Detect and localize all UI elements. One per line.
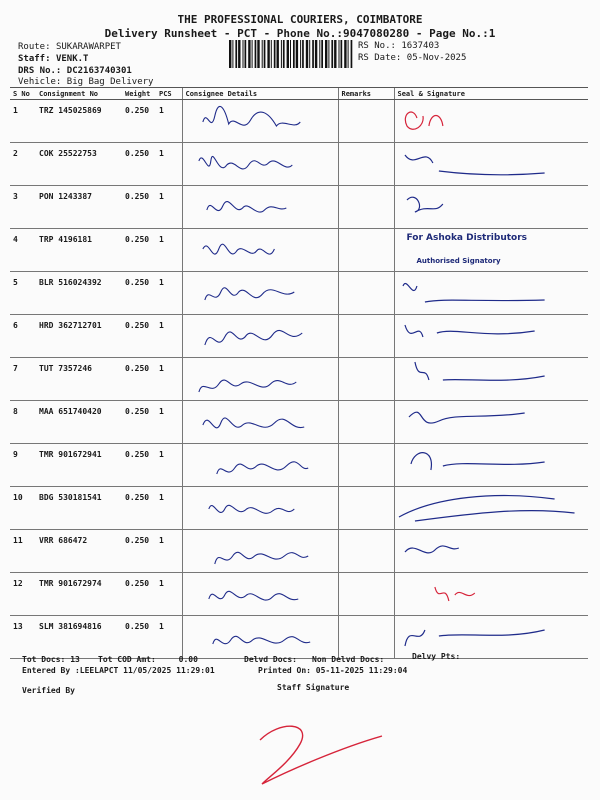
row-seal-signature	[394, 573, 588, 616]
row-consignment-no: TUT 7357246	[36, 358, 122, 401]
row-weight: 0.250	[122, 143, 156, 186]
row-weight: 0.250	[122, 530, 156, 573]
row-seal-signature	[394, 100, 588, 143]
tot-docs-value: 13	[70, 655, 80, 664]
rs-no-label: RS No.:	[358, 41, 396, 51]
route-line	[18, 42, 121, 52]
printed-on: Printed On: 05-11-2025 11:29:04	[258, 666, 408, 675]
table-row	[10, 530, 588, 573]
table-row	[10, 358, 588, 401]
row-remarks	[338, 143, 394, 186]
col-pcs: PCS	[156, 88, 182, 100]
staff-signature-label: Staff Signature	[277, 683, 350, 692]
row-consignee-signature	[182, 573, 338, 616]
row-seal-signature	[394, 272, 588, 315]
row-consignment-no: VRR 686472	[36, 530, 122, 573]
barcode	[229, 40, 355, 68]
runsheet-subtitle: Delivery Runsheet - PCT - Phone No.:9047080280 - Page No.:1	[104, 27, 496, 40]
table-row	[10, 487, 588, 530]
table-row	[10, 401, 588, 444]
tot-cod-value: 0.00	[178, 655, 198, 664]
verifier-signature	[250, 718, 390, 798]
col-sno: S No	[10, 88, 36, 100]
vehicle-value: Big Bag Delivery	[66, 77, 154, 87]
row-consignment-no: COK 25522753	[36, 143, 122, 186]
row-pcs: 1	[156, 315, 182, 358]
row-sno: 2	[10, 143, 36, 186]
row-consignee-signature	[182, 401, 338, 444]
table-row	[10, 315, 588, 358]
route-label: Route:	[18, 42, 51, 52]
row-consignment-no: MAA 651740420	[36, 401, 122, 444]
row-consignment-no: BLR 516024392	[36, 272, 122, 315]
row-pcs: 1	[156, 616, 182, 659]
row-consignment-no: BDG 530181541	[36, 487, 122, 530]
row-sno: 12	[10, 573, 36, 616]
row-pcs: 1	[156, 573, 182, 616]
rs-no-line	[358, 41, 439, 51]
row-consignment-no: TRZ 145025869	[36, 100, 122, 143]
row-weight: 0.250	[122, 487, 156, 530]
row-pcs: 1	[156, 530, 182, 573]
tot-docs-label: Tot Docs:	[22, 655, 66, 664]
row-sno: 11	[10, 530, 36, 573]
row-seal-signature	[394, 487, 588, 530]
row-remarks	[338, 616, 394, 659]
row-consignee-signature	[182, 487, 338, 530]
row-consignee-signature	[182, 444, 338, 487]
table-header-row	[10, 88, 588, 100]
row-seal-signature	[394, 401, 588, 444]
row-sno: 5	[10, 272, 36, 315]
row-remarks	[338, 444, 394, 487]
row-pcs: 1	[156, 358, 182, 401]
drs-line	[18, 66, 132, 76]
row-consignment-no: HRD 362712701	[36, 315, 122, 358]
row-pcs: 1	[156, 229, 182, 272]
row-sno: 10	[10, 487, 36, 530]
delvy-pts-label: Delvy Pts:	[412, 652, 461, 661]
rs-date-label: RS Date:	[358, 53, 402, 63]
row-sno: 6	[10, 315, 36, 358]
staff-line	[18, 54, 88, 64]
row-seal-signature	[394, 444, 588, 487]
row-consignment-no: TRP 4196181	[36, 229, 122, 272]
row-remarks	[338, 100, 394, 143]
row-consignment-no: TMR 901672941	[36, 444, 122, 487]
row-consignment-no: PON 1243387	[36, 186, 122, 229]
staff-value: VENK.T	[55, 54, 89, 64]
row-consignee-signature	[182, 100, 338, 143]
col-consignee: Consignee Details	[182, 88, 338, 100]
row-pcs: 1	[156, 272, 182, 315]
col-consignment: Consignment No	[36, 88, 122, 100]
row-sno: 13	[10, 616, 36, 659]
verified-by: Verified By	[22, 686, 75, 695]
row-consignee-signature	[182, 358, 338, 401]
non-delvd-docs-label: Non Delvd Docs:	[312, 655, 385, 664]
tot-cod	[98, 655, 198, 664]
row-sno: 8	[10, 401, 36, 444]
drs-value: DC2163740301	[66, 66, 132, 76]
row-remarks	[338, 272, 394, 315]
staff-label: Staff:	[18, 54, 51, 64]
row-weight: 0.250	[122, 315, 156, 358]
vehicle-label: Vehicle:	[18, 77, 62, 87]
col-seal: Seal & Signature	[394, 88, 588, 100]
table-row	[10, 272, 588, 315]
row-seal-signature	[394, 229, 588, 272]
vehicle-line	[18, 77, 153, 87]
row-pcs: 1	[156, 100, 182, 143]
row-pcs: 1	[156, 143, 182, 186]
rs-date-value: 05-Nov-2025	[406, 53, 467, 63]
row-pcs: 1	[156, 401, 182, 444]
row-remarks	[338, 401, 394, 444]
row-weight: 0.250	[122, 229, 156, 272]
col-remarks: Remarks	[338, 88, 394, 100]
company-stamp-authorised: Authorised Signatory	[416, 257, 501, 265]
entered-by: Entered By :LEELAPCT 11/05/2025 11:29:01	[22, 666, 215, 675]
col-weight: Weight	[122, 88, 156, 100]
table-row	[10, 573, 588, 616]
runsheet-table	[10, 87, 588, 659]
drs-label: DRS No.:	[18, 66, 62, 76]
row-remarks	[338, 573, 394, 616]
tot-cod-label: Tot COD Amt:	[98, 655, 156, 664]
row-seal-signature	[394, 358, 588, 401]
table-row	[10, 186, 588, 229]
row-consignment-no: TMR 901672974	[36, 573, 122, 616]
row-remarks	[338, 315, 394, 358]
row-seal-signature	[394, 186, 588, 229]
row-sno: 7	[10, 358, 36, 401]
table-row	[10, 229, 588, 272]
delvd-docs-label: Delvd Docs:	[244, 655, 297, 664]
row-consignee-signature	[182, 272, 338, 315]
row-seal-signature	[394, 315, 588, 358]
row-remarks	[338, 186, 394, 229]
row-seal-signature	[394, 530, 588, 573]
row-remarks	[338, 358, 394, 401]
table-row	[10, 444, 588, 487]
row-consignee-signature	[182, 616, 338, 659]
row-remarks	[338, 530, 394, 573]
company-name: THE PROFESSIONAL COURIERS, COIMBATORE	[177, 13, 423, 26]
route-value: SUKARAWARPET	[55, 42, 121, 52]
row-weight: 0.250	[122, 573, 156, 616]
row-pcs: 1	[156, 487, 182, 530]
row-consignee-signature	[182, 315, 338, 358]
row-consignment-no: SLM 381694816	[36, 616, 122, 659]
rs-no-value: 1637403	[401, 41, 440, 51]
table-row	[10, 100, 588, 143]
table-row	[10, 143, 588, 186]
row-weight: 0.250	[122, 100, 156, 143]
row-weight: 0.250	[122, 616, 156, 659]
row-consignee-signature	[182, 186, 338, 229]
row-sno: 9	[10, 444, 36, 487]
row-consignee-signature	[182, 143, 338, 186]
row-remarks	[338, 229, 394, 272]
row-weight: 0.250	[122, 186, 156, 229]
row-weight: 0.250	[122, 401, 156, 444]
tot-docs	[22, 655, 80, 664]
rs-date-line	[358, 53, 466, 63]
row-sno: 1	[10, 100, 36, 143]
company-stamp-name: For Ashoka Distributors	[406, 233, 528, 243]
row-weight: 0.250	[122, 444, 156, 487]
row-consignee-signature	[182, 530, 338, 573]
row-remarks	[338, 487, 394, 530]
row-weight: 0.250	[122, 358, 156, 401]
row-sno: 4	[10, 229, 36, 272]
row-weight: 0.250	[122, 272, 156, 315]
table-row	[10, 616, 588, 659]
row-consignee-signature	[182, 229, 338, 272]
row-sno: 3	[10, 186, 36, 229]
row-seal-signature	[394, 143, 588, 186]
row-pcs: 1	[156, 444, 182, 487]
row-pcs: 1	[156, 186, 182, 229]
